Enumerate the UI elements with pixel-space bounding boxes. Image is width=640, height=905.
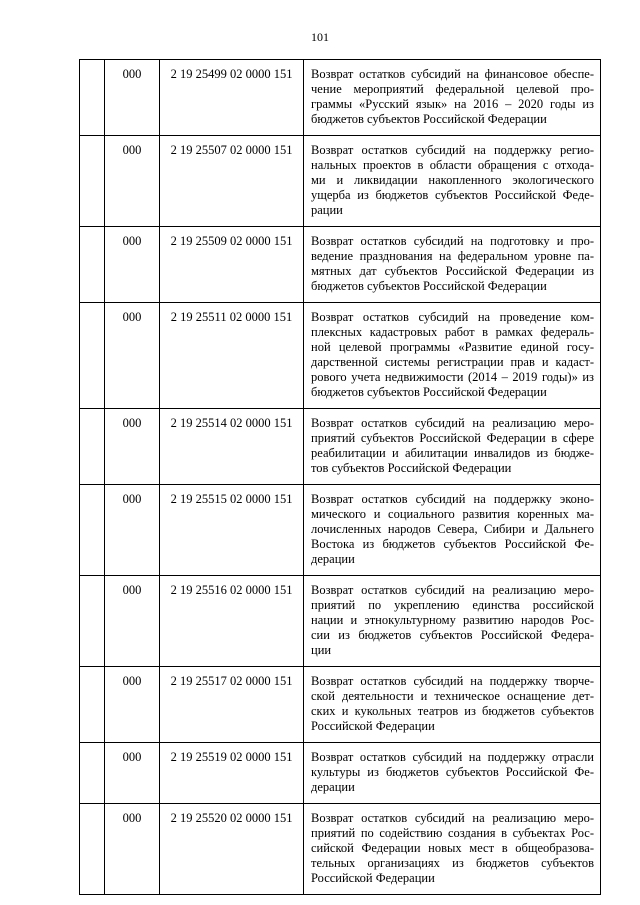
description-cell (304, 227, 601, 303)
description-cell (304, 804, 601, 895)
description-line: лочисленных народов Севера, Сибири и Дальнего (311, 522, 594, 536)
table-row (80, 409, 601, 485)
admin-code-cell: 000 (105, 743, 160, 804)
description-line: ведение празднования на федеральном уровне па- (311, 249, 594, 263)
description-line: Российской Федерации (311, 871, 435, 885)
description-line: приятий субъектов Российской Федерации в сфере (311, 431, 594, 445)
budget-code-cell: 2 19 25516 02 0000 151 (160, 576, 304, 667)
budget-code-cell: 2 19 25520 02 0000 151 (160, 804, 304, 895)
admin-code-cell: 000 (105, 485, 160, 576)
budget-code-cell: 2 19 25515 02 0000 151 (160, 485, 304, 576)
admin-code-cell: 000 (105, 303, 160, 409)
admin-code-cell: 000 (105, 60, 160, 136)
table-row (80, 667, 601, 743)
description-line: приятий по укреплению единства российской (311, 598, 594, 612)
description-line: ских и кукольных театров из бюджетов субъектов (311, 704, 594, 718)
description-line: Востока из бюджетов субъектов Российской Фе- (311, 537, 594, 551)
description-line: Возврат остатков субсидий на поддержку отрасли (311, 750, 594, 764)
description-line: чение мероприятий федеральной целевой про- (311, 82, 594, 96)
budget-code-cell: 2 19 25517 02 0000 151 (160, 667, 304, 743)
description-line: нальных проектов в области обращения с отхода- (311, 158, 594, 172)
admin-code-cell: 000 (105, 409, 160, 485)
table-row (80, 136, 601, 227)
table-row (80, 227, 601, 303)
description-line: ской деятельности и техническое оснащение дет- (311, 689, 594, 703)
table-row (80, 804, 601, 895)
description-line: Возврат остатков субсидий на реализацию меро- (311, 416, 594, 430)
description-line: ми и ликвидации накопленного экологического (311, 173, 594, 187)
table-row (80, 303, 601, 409)
budget-code-cell: 2 19 25499 02 0000 151 (160, 60, 304, 136)
description-line: сийской Федерации новых мест в общеобразова- (311, 841, 594, 855)
description-line: бюджетов субъектов Российской Федерации (311, 112, 547, 126)
description-line: тов субъектов Российской Федерации (311, 461, 512, 475)
description-line: мического и социального развития коренных ма- (311, 507, 594, 521)
description-line: дерации (311, 780, 355, 794)
empty-cell (80, 667, 105, 743)
description-line: плексных кадастровых работ в рамках федераль- (311, 325, 594, 339)
empty-cell (80, 743, 105, 804)
budget-code-cell: 2 19 25519 02 0000 151 (160, 743, 304, 804)
description-cell (304, 409, 601, 485)
description-line: Возврат остатков субсидий на реализацию меро- (311, 811, 594, 825)
page-number: 101 (311, 30, 329, 44)
empty-cell (80, 303, 105, 409)
description-line: культуры из бюджетов субъектов Российской Фе- (311, 765, 594, 779)
description-line: нации и этнокультурному развитию народов Рос- (311, 613, 594, 627)
empty-cell (80, 804, 105, 895)
admin-code-cell: 000 (105, 667, 160, 743)
description-line: бюджетов субъектов Российской Федерации (311, 385, 547, 399)
empty-cell (80, 136, 105, 227)
table-row (80, 60, 601, 136)
description-line: тельных организациях из бюджетов субъектов (311, 856, 594, 870)
budget-classification-table (79, 59, 601, 895)
empty-cell (80, 227, 105, 303)
description-line: реабилитации и абилитации инвалидов из бюдже- (311, 446, 594, 460)
description-line: Возврат остатков субсидий на подготовку и про- (311, 234, 594, 248)
budget-code-cell: 2 19 25511 02 0000 151 (160, 303, 304, 409)
empty-cell (80, 60, 105, 136)
table-row (80, 485, 601, 576)
description-line: ции (311, 643, 332, 657)
description-line: дарственной системы регистрации прав и кадаст- (311, 355, 594, 369)
description-line: Российской Федерации (311, 719, 435, 733)
empty-cell (80, 409, 105, 485)
table-row (80, 743, 601, 804)
description-cell (304, 576, 601, 667)
empty-cell (80, 576, 105, 667)
description-line: Возврат остатков субсидий на финансовое обеспе- (311, 67, 594, 81)
admin-code-cell: 000 (105, 576, 160, 667)
description-cell (304, 743, 601, 804)
description-line: рового учета недвижимости (2014 – 2019 годы)» из (311, 370, 594, 384)
description-cell (304, 667, 601, 743)
description-cell (304, 60, 601, 136)
table-row (80, 576, 601, 667)
description-line: ной целевой программы «Развитие единой госу- (311, 340, 594, 354)
description-line: приятий по содействию создания в субъектах Рос- (311, 826, 594, 840)
empty-cell (80, 485, 105, 576)
description-cell (304, 136, 601, 227)
description-line: мятных дат субъектов Российской Федерации из (311, 264, 594, 278)
description-line: дерации (311, 552, 355, 566)
budget-code-cell: 2 19 25514 02 0000 151 (160, 409, 304, 485)
description-cell (304, 485, 601, 576)
description-line: сии из бюджетов субъектов Российской Федера- (311, 628, 594, 642)
budget-code-cell: 2 19 25509 02 0000 151 (160, 227, 304, 303)
budget-code-cell: 2 19 25507 02 0000 151 (160, 136, 304, 227)
description-line: Возврат остатков субсидий на поддержку творче- (311, 674, 594, 688)
description-line: граммы «Русский язык» на 2016 – 2020 годы из (311, 97, 594, 111)
description-line: бюджетов субъектов Российской Федерации (311, 279, 547, 293)
admin-code-cell: 000 (105, 804, 160, 895)
description-line: Возврат остатков субсидий на поддержку регио- (311, 143, 594, 157)
admin-code-cell: 000 (105, 227, 160, 303)
table-body (80, 60, 601, 895)
description-line: Возврат остатков субсидий на реализацию меро- (311, 583, 594, 597)
description-cell (304, 303, 601, 409)
description-line: ущерба из бюджетов субъектов Российской Феде- (311, 188, 594, 202)
description-line: рации (311, 203, 343, 217)
admin-code-cell: 000 (105, 136, 160, 227)
description-line: Возврат остатков субсидий на поддержку эконо- (311, 492, 594, 506)
description-line: Возврат остатков субсидий на проведение ком- (311, 310, 594, 324)
